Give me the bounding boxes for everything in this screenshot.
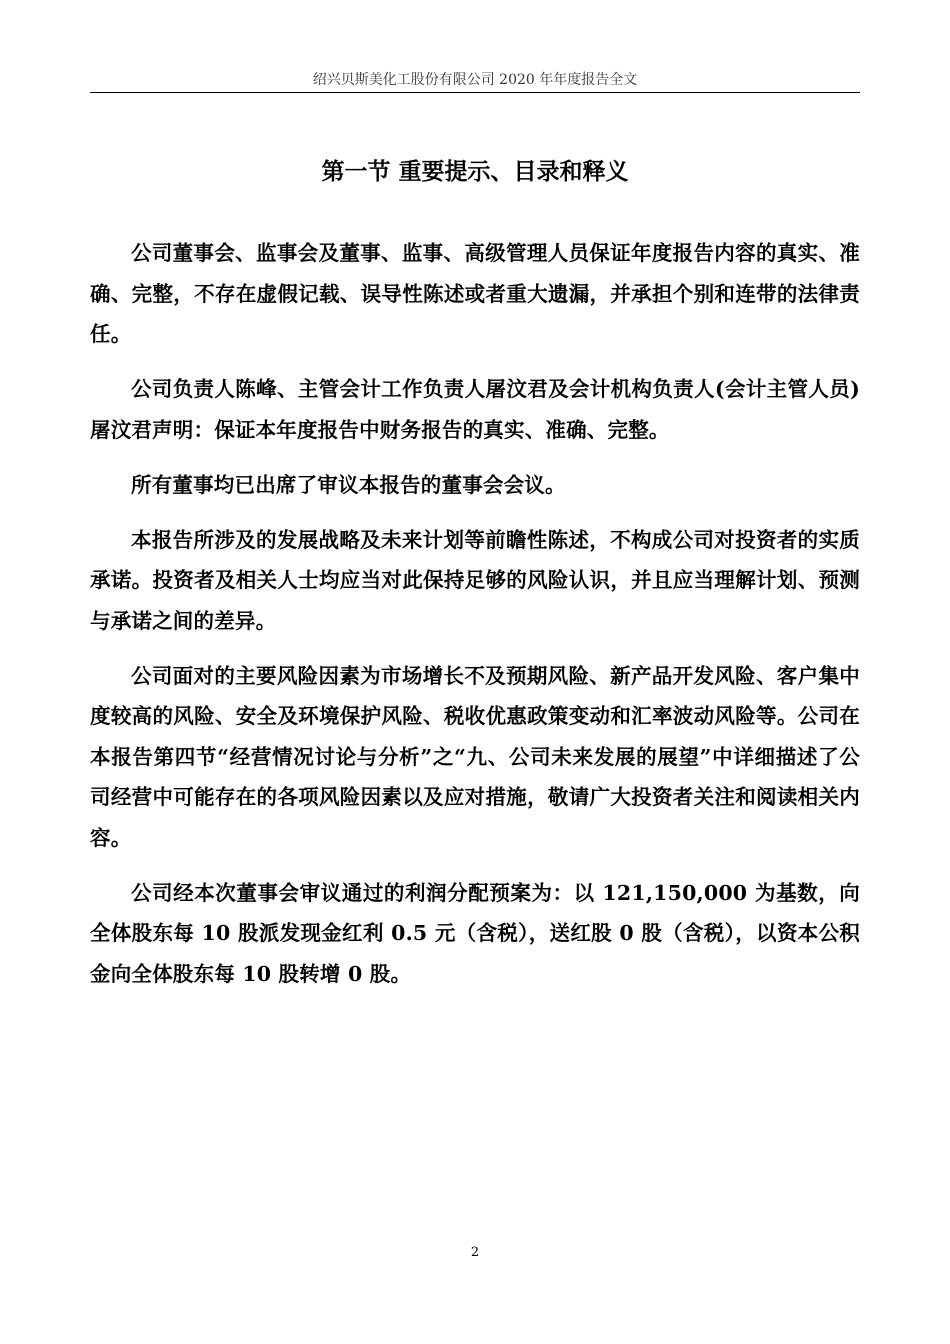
paragraph-risk-factors: 公司面对的主要风险因素为市场增长不及预期风险、新产品开发风险、客户集中度较高的风险、安全及环境保护风险、税收优惠政策变动和汇率波动风险等。公司在本报告第四节“经营情况讨论与分析”之“九、公司未来发展的展望”中详细描述了公司经营中可能存在的各项风险因素以及应对措施，敬请广大投资者关注和阅读相关内容。 [90, 663, 860, 850]
header-divider [90, 92, 860, 93]
document-body [90, 233, 860, 1009]
running-header: 绍兴贝斯美化工股份有限公司 2020 年年度报告全文 [312, 72, 638, 88]
page-number: 2 [470, 1245, 480, 1260]
section-title: 第一节 重要提示、目录和释义 [321, 158, 629, 185]
paragraph-board-attendance: 所有董事均已出席了审议本报告的董事会会议。 [131, 472, 566, 497]
paragraph-financial-statement: 公司负责人陈峰、主管会计工作负责人屠汶君及会计机构负责人(会计主管人员)屠汶君声明：保证本年度报告中财务报告的真实、准确、完整。 [90, 377, 860, 442]
paragraph-forward-looking: 本报告所涉及的发展战略及未来计划等前瞻性陈述，不构成公司对投资者的实质承诺。投资者及相关人士均应当对此保持足够的风险认识，并且应当理解计划、预测与承诺之间的差异。 [90, 527, 860, 633]
paragraph-profit-distribution: 公司经本次董事会审议通过的利润分配预案为：以 121,150,000 为基数，向全体股东每 10 股派发现金红利 0.5 元（含税），送红股 0 股（含税），以资本公积金向全体股东每 10 股转增 0 股。 [90, 880, 860, 986]
paragraph-responsibility: 公司董事会、监事会及董事、监事、高级管理人员保证年度报告内容的真实、准确、完整，不存在虚假记载、误导性陈述或者重大遗漏，并承担个别和连带的法律责任。 [90, 241, 860, 346]
